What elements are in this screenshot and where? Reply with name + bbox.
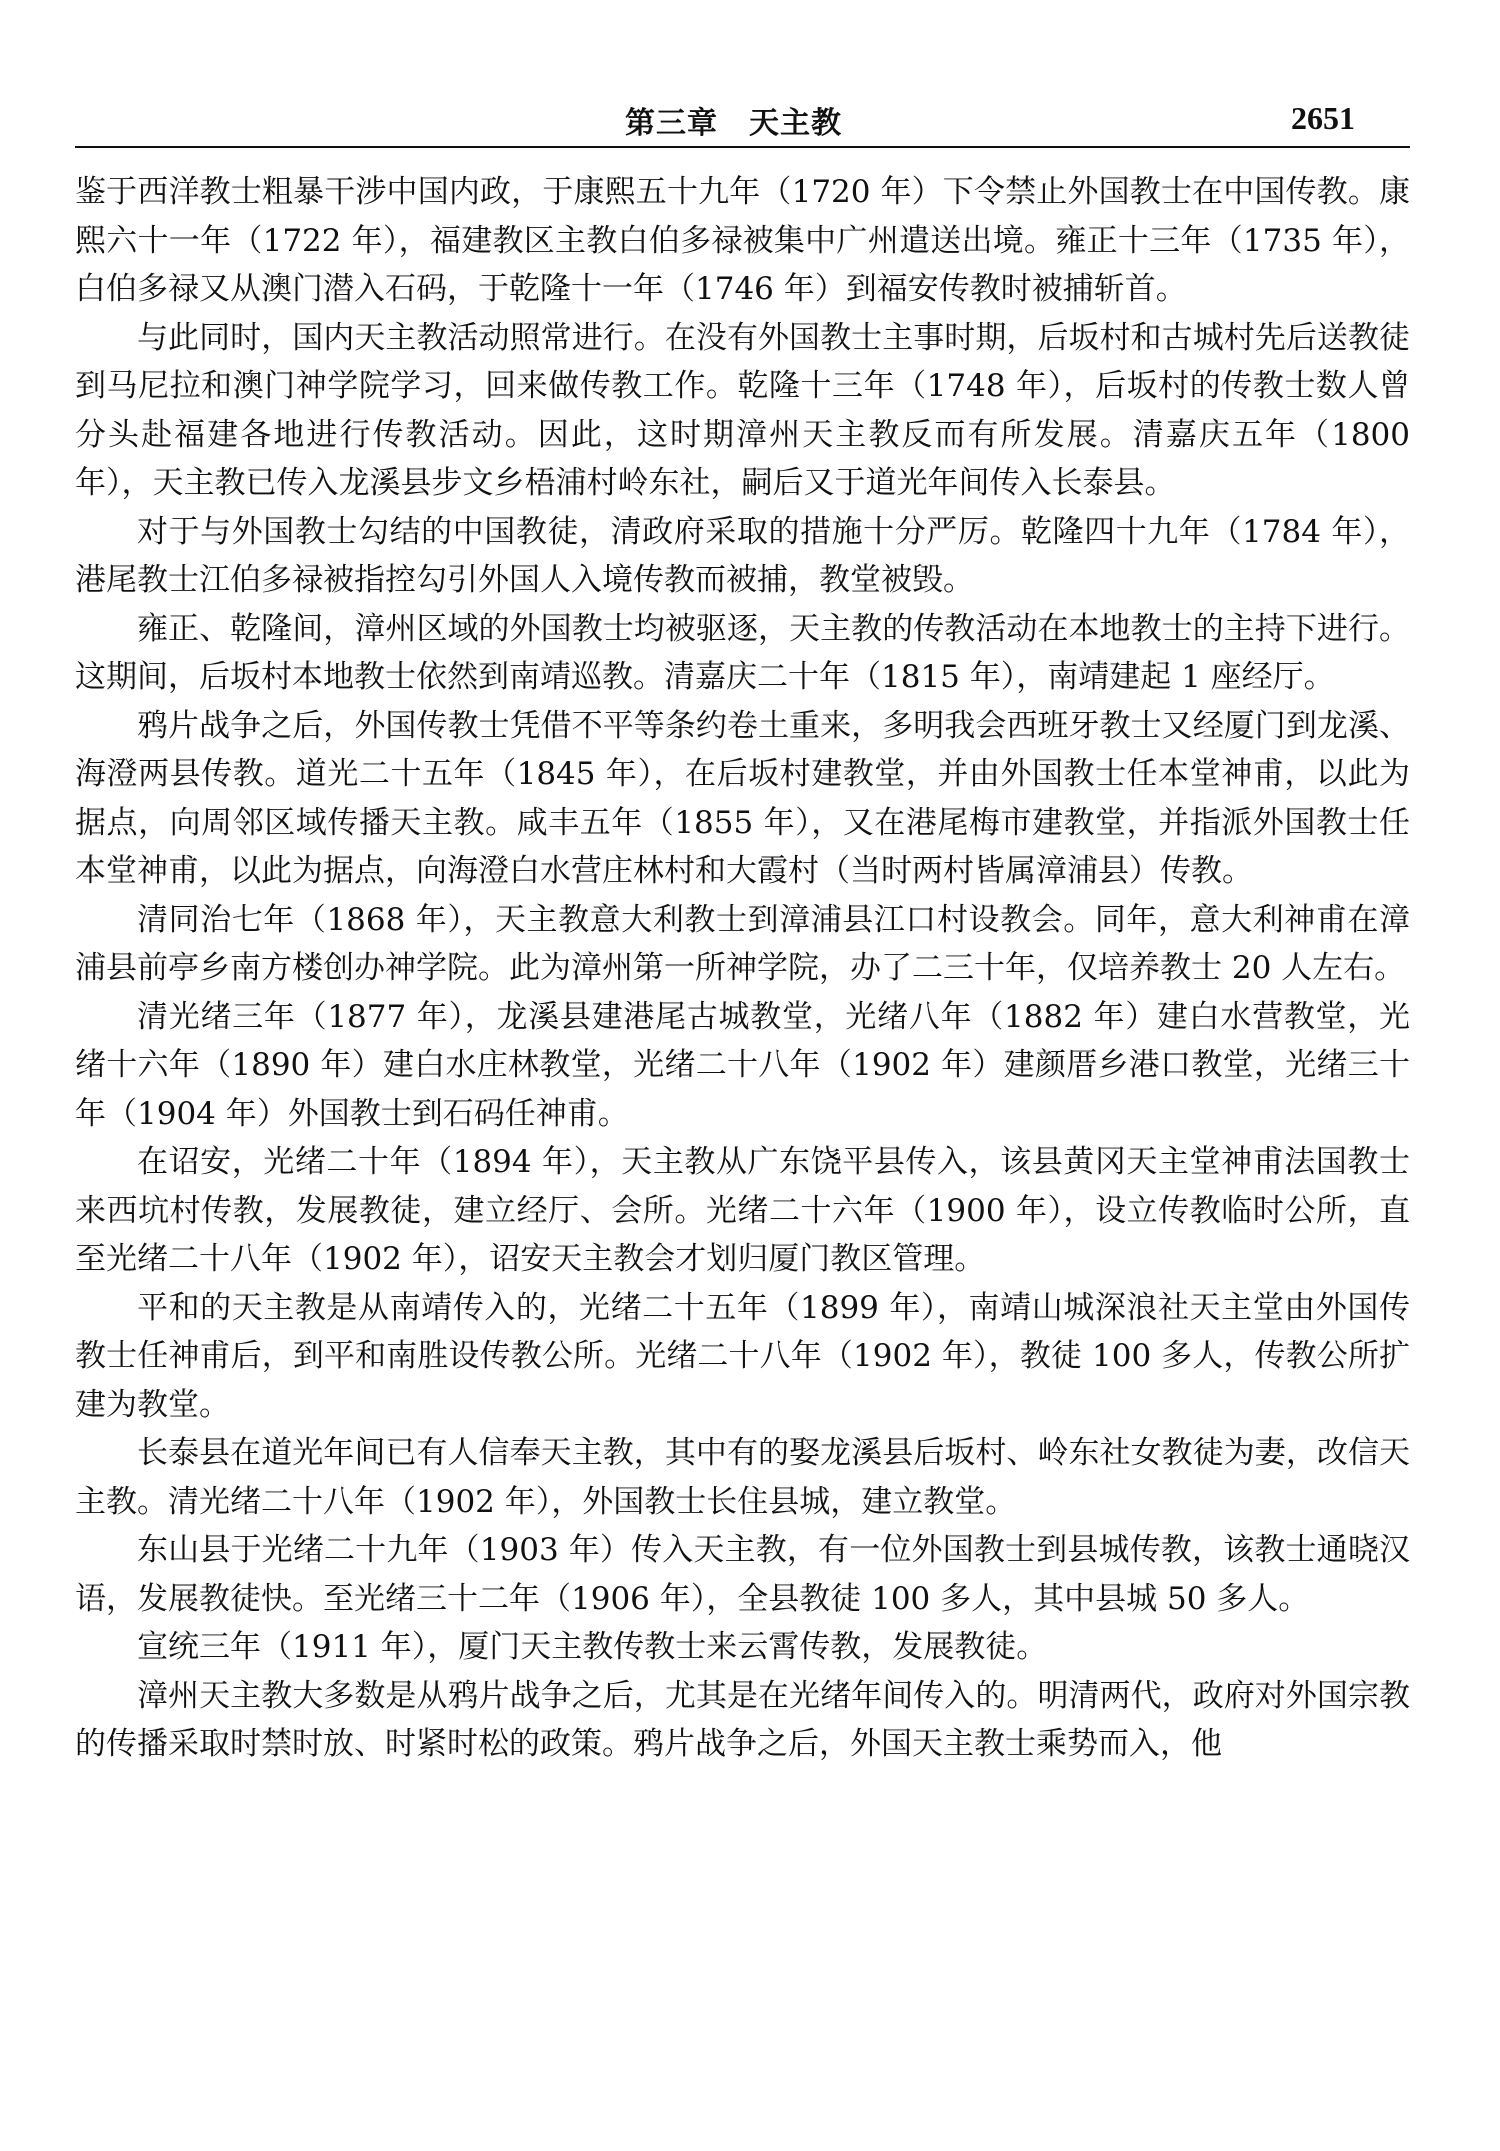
paragraph: 在诏安，光绪二十年（1894 年），天主教从广东饶平县传入，该县黄冈天主堂神甫法国教士来西坑村传教，发展教徒，建立经厅、会所。光绪二十六年（1900 年），设立传教临时公所，直至光绪二十八年（1902 年），诏安天主教会才划归厦门教区管理。 — [75, 1144, 1410, 1277]
paragraph: 宣统三年（1911 年），厦门天主教传教士来云霄传教，发展教徒。 — [137, 1629, 1048, 1665]
paragraph: 对于与外国教士勾结的中国教徒，清政府采取的措施十分严厉。乾隆四十九年（1784 年），港尾教士江伯多禄被指控勾引外国人入境传教而被捕，教堂被毁。 — [75, 513, 1410, 598]
paragraph: 长泰县在道光年间已有人信奉天主教，其中有的娶龙溪县后坂村、岭东社女教徒为妻，改信天主教。清光绪二十八年（1902 年），外国教士长住县城，建立教堂。 — [75, 1435, 1410, 1520]
paragraph: 清同治七年（1868 年），天主教意大利教士到漳浦县江口村设教会。同年，意大利神甫在漳浦县前亭乡南方楼创办神学院。此为漳州第一所神学院，办了二三十年，仅培养教士 20 人左右。 — [75, 901, 1410, 986]
paragraph: 平和的天主教是从南靖传入的，光绪二十五年（1899 年），南靖山城深浪社天主堂由外国传教士任神甫后，到平和南胜设传教公所。光绪二十八年（1902 年），教徒 100 多人，传教公所扩建为教堂。 — [75, 1289, 1410, 1423]
header-rule — [75, 146, 1410, 148]
paragraph: 清光绪三年（1877 年），龙溪县建港尾古城教堂，光绪八年（1882 年）建白水营教堂，光绪十六年（1890 年）建白水庄林教堂，光绪二十八年（1902 年）建颜厝乡港口教堂，光绪三十年（1904 年）外国教士到石码任神甫。 — [75, 998, 1410, 1132]
paragraph: 雍正、乾隆间，漳州区域的外国教士均被驱逐，天主教的传教活动在本地教士的主持下进行。这期间，后坂村本地教士依然到南靖巡教。清嘉庆二十年（1815 年），南靖建起 1 座经厅。 — [75, 610, 1410, 695]
paragraph: 与此同时，国内天主教活动照常进行。在没有外国教士主事时期，后坂村和古城村先后送教徒到马尼拉和澳门神学院学习，回来做传教工作。乾隆十三年（1748 年），后坂村的传教士数人曾分头赴福建各地进行传教活动。因此，这时期漳州天主教反而有所发展。清嘉庆五年（1800 年），天主教已传入龙溪县步文乡梧浦村岭东社，嗣后又于道光年间传入长泰县。 — [75, 319, 1410, 501]
body-text — [75, 168, 1410, 2133]
paragraph: 漳州天主教大多数是从鸦片战争之后，尤其是在光绪年间传入的。明清两代，政府对外国宗教的传播采取时禁时放、时紧时松的政策。鸦片战争之后，外国天主教士乘势而入，他 — [75, 1677, 1410, 1762]
paragraph: 鸦片战争之后，外国传教士凭借不平等条约卷土重来，多明我会西班牙教士又经厦门到龙溪、海澄两县传教。道光二十五年（1845 年），在后坂村建教堂，并由外国教士任本堂神甫，以此为据点，向周邻区域传播天主教。咸丰五年（1855 年），又在港尾梅市建教堂，并指派外国教士任本堂神甫，以此为据点，向海澄白水营庄林村和大霞村（当时两村皆属漳浦县）传教。 — [75, 707, 1410, 889]
paragraph-continued: 鉴于西洋教士粗暴干涉中国内政，于康熙五十九年（1720 年）下令禁止外国教士在中国传教。康熙六十一年（1722 年），福建教区主教白伯多禄被集中广州遣送出境。雍正十三年（1735 年），白伯多禄又从澳门潜入石码，于乾隆十一年（1746 年）到福安传教时被捕斩首。 — [75, 174, 1410, 307]
running-header — [75, 98, 1410, 148]
paragraph: 东山县于光绪二十九年（1903 年）传入天主教，有一位外国教士到县城传教，该教士通晓汉语，发展教徒快。至光绪三十二年（1906 年），全县教徒 100 多人，其中县城 50 多人。 — [75, 1532, 1410, 1617]
chapter-title: 第三章 天主教 — [625, 106, 842, 141]
page-number: 2651 — [1291, 100, 1355, 136]
